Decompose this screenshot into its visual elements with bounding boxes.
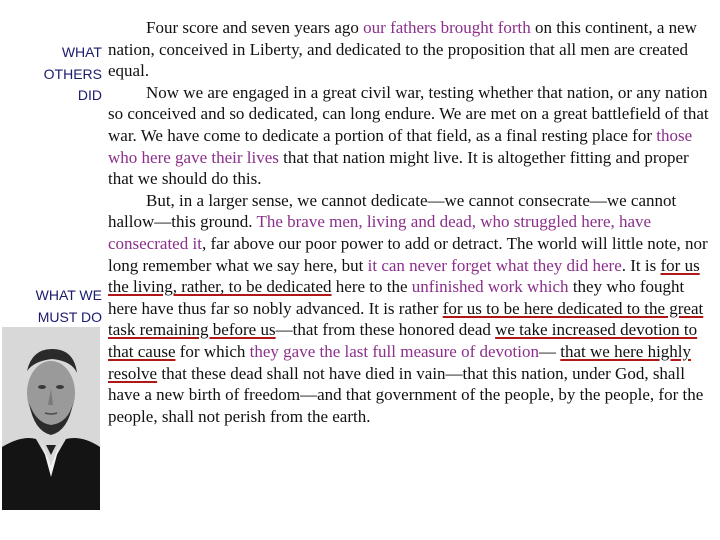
text-run: they who fought here have thus far so nobly advanced. It is rather [108,277,685,318]
text-run: —that from these honored dead [275,320,496,340]
highlighted-phrase: unfinished work which [411,277,569,297]
text-run: — [539,341,561,361]
text-run: , far above our poor power to add or detract. The world will little note, nor long remember what we say here, but [108,233,708,275]
what-others-did-label: WHAT OTHERS DID [43,44,102,103]
text-run: that that nation might live. It is altogether fitting and proper that we should do this. [108,147,689,189]
text-run: Four score and seven years ago [146,18,364,37]
underlined-phrase: for us to be here dedicated to the great task remaining before us [108,298,704,340]
text-run: here to the [331,277,412,297]
highlighted-phrase: The brave men, living and dead, who struggled here, have consecrated it [108,212,652,253]
text-run: on this continent, a new nation, conceived in Liberty, and dedicated to the proposition that all men are created equal. [108,18,697,81]
highlighted-phrase: those who here gave their lives [108,125,693,167]
speech-paragraph [108,82,716,190]
text-run: Now we are engaged in a great civil war, testing whether that nation, or any nation so conceived and so dedicated, can long endure. We are met on a great battlefield of that war. We have come to dedicate a portion of that field, as a final resting place for [108,82,709,145]
highlighted-phrase: it can never forget what they did here [367,255,622,275]
text-run: But, in a larger sense, we cannot dedicate—we cannot consecrate—we cannot hallow—this ground. [108,190,677,232]
highlighted-phrase: they gave the last full measure of devotion [249,341,540,361]
lincoln-portrait-icon [2,327,100,510]
underlined-phrase: we take increased devotion to that cause [108,320,698,361]
text-run: . It is [621,255,661,275]
underlined-phrase: for us the living, rather, to be dedicated [108,255,700,297]
text-run: for which [175,341,250,361]
gettysburg-address-text [108,17,716,427]
highlighted-phrase: our fathers brought forth [363,18,531,37]
what-we-must-do-label: WHAT WE MUST DO [35,287,102,325]
underlined-phrase: that we here highly resolve [108,341,692,383]
speech-paragraph [108,17,716,82]
text-run: that these dead shall not have died in vain—that this nation, under God, shall have a new birth of freedom—and that government of the people, by the people, for the people, shall not perish from the earth. [108,363,704,426]
speech-paragraph [108,190,716,428]
